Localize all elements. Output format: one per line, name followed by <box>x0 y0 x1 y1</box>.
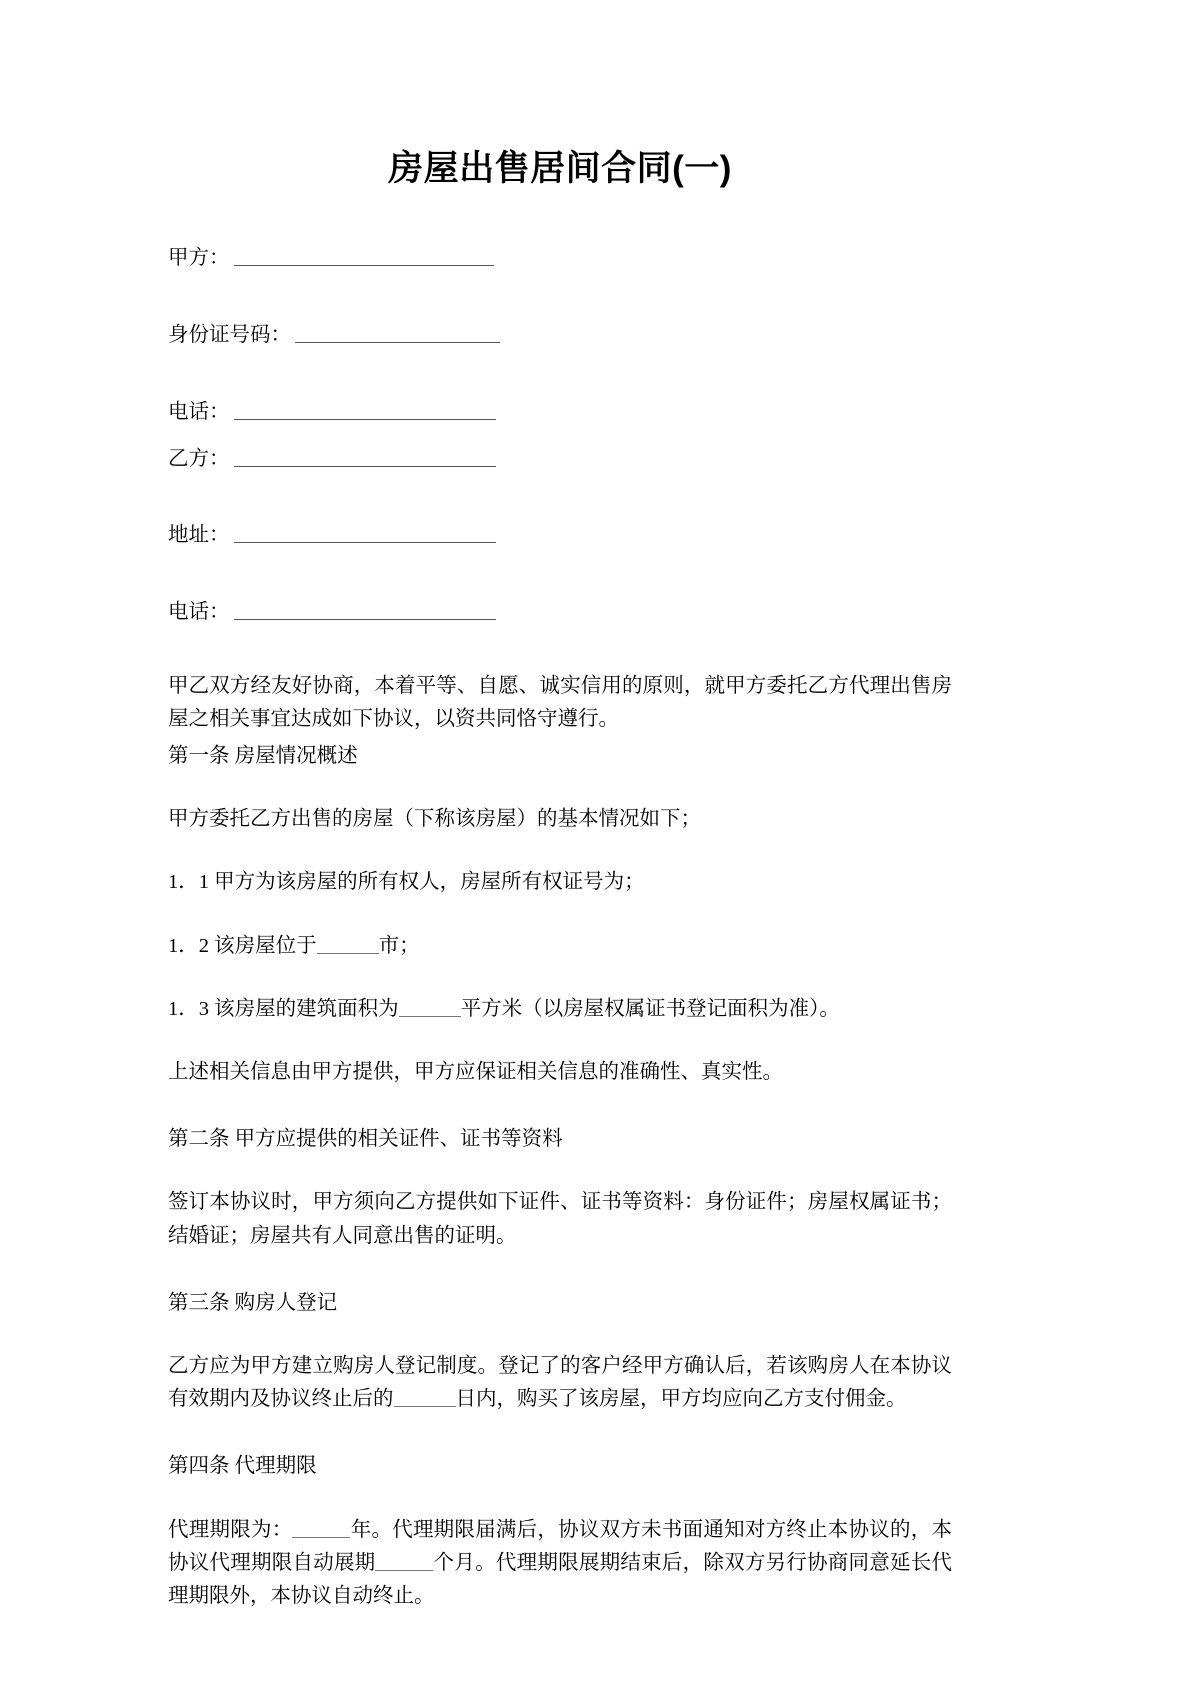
spacer <box>168 1320 952 1350</box>
section-1-paragraph-1: 甲方委托乙方出售的房屋（下称该房屋）的基本情况如下； <box>168 808 701 831</box>
clause-1-3-text-after: 平方米（以房屋权属证书登记面积为准）。 <box>460 997 840 1020</box>
spacer <box>168 550 952 596</box>
spacer <box>168 1484 952 1514</box>
page-title: 房屋出售居间合同(一) <box>388 149 732 188</box>
clause-1-2-text-before: 1．2 该房屋位于 <box>168 934 317 957</box>
section-1-clause-1-2 <box>168 930 952 963</box>
section-4-paragraph-1 <box>168 1514 952 1614</box>
section-1-closing-paragraph: 上述相关信息由甲方提供，甲方应保证相关信息的准确性、真实性。 <box>168 1060 783 1083</box>
spacer <box>168 963 952 993</box>
section-1-clause-1-1: 1．1 甲方为该房屋的所有权人，房屋所有权证号为； <box>168 871 645 894</box>
form-blank-phone-a[interactable] <box>234 399 496 421</box>
spacer <box>168 1089 952 1123</box>
form-blank-party-a[interactable] <box>234 244 494 266</box>
form-row-party-b <box>168 444 952 475</box>
form-row-phone-b <box>168 596 952 627</box>
form-row-address <box>168 519 952 550</box>
spacer <box>168 1253 952 1287</box>
form-blank-id-number[interactable] <box>295 321 500 343</box>
spacer <box>168 273 952 319</box>
section-3-text-before: 乙方应为甲方建立购房人登记制度。登记了的客户经甲方确认后，若该购房人在本协议有效期内及协议终止后的 <box>168 1354 952 1411</box>
section-3-blank-days[interactable] <box>394 1386 456 1408</box>
form-blank-address[interactable] <box>234 521 496 543</box>
spacer <box>168 773 952 803</box>
form-blank-phone-b[interactable] <box>234 598 496 620</box>
spacer <box>168 428 952 444</box>
section-1-clause-1-3 <box>168 993 952 1026</box>
document-content <box>168 0 952 1613</box>
clause-1-3-blank[interactable] <box>399 995 461 1017</box>
spacer <box>168 1416 952 1450</box>
spacer <box>168 351 952 397</box>
section-heading-3: 第三条 购房人登记 <box>168 1291 338 1314</box>
form-blank-party-b[interactable] <box>234 446 496 468</box>
form-label-phone-a: 电话： <box>168 401 230 423</box>
form-row-id-number <box>168 319 952 350</box>
clause-1-3-text-before: 1．3 该房屋的建筑面积为 <box>168 997 399 1020</box>
preamble-paragraph: 甲乙双方经友好协商，本着平等、自愿、诚实信用的原则，就甲方委托乙方代理出售房屋之相关事宜达成如下协议，以资共同恪守遵行。 <box>168 674 952 730</box>
spacer <box>168 475 952 519</box>
section-3-text-after: 日内，购买了该房屋，甲方均应向乙方支付佣金。 <box>455 1388 907 1411</box>
spacer <box>168 190 952 242</box>
form-label-phone-b: 电话： <box>168 600 230 623</box>
section-heading-4: 第四条 代理期限 <box>168 1455 317 1478</box>
section-4-blank-months[interactable] <box>375 1549 433 1571</box>
section-2-paragraph-1: 签订本协议时，甲方须向乙方提供如下证件、证书等资料：身份证件；房屋权属证书；结婚证；房屋共有人同意出售的证明。 <box>168 1191 952 1247</box>
form-row-party-a <box>168 242 952 273</box>
form-label-party-b: 乙方： <box>168 448 230 471</box>
form-label-id-number: 身份证号码： <box>168 323 291 346</box>
spacer <box>168 1026 952 1056</box>
clause-1-2-blank[interactable] <box>317 932 379 954</box>
spacer <box>168 900 952 930</box>
section-4-text-middle: 年。代理期限届满后，协议双方未书面通知对方终止本协议的，本协议代理期限自动展期 <box>168 1518 953 1574</box>
section-4-text-end: 个月。代理期限展期结束后，除双方另行协商同意延长代理期限外，本协议自动终止。 <box>168 1551 953 1607</box>
spacer <box>168 628 952 670</box>
form-label-party-a: 甲方： <box>168 246 230 269</box>
spacer <box>168 836 952 866</box>
spacer <box>168 1156 952 1186</box>
section-heading-1: 第一条 房屋情况概述 <box>168 744 358 767</box>
section-4-blank-years[interactable] <box>292 1516 350 1538</box>
section-3-paragraph-1 <box>168 1350 952 1416</box>
section-heading-2: 第二条 甲方应提供的相关证件、证书等资料 <box>168 1128 563 1151</box>
form-label-address: 地址： <box>168 523 230 546</box>
clause-1-2-text-after: 市； <box>378 934 420 957</box>
section-4-text-before: 代理期限为： <box>168 1518 293 1541</box>
form-row-phone-a <box>168 397 952 428</box>
